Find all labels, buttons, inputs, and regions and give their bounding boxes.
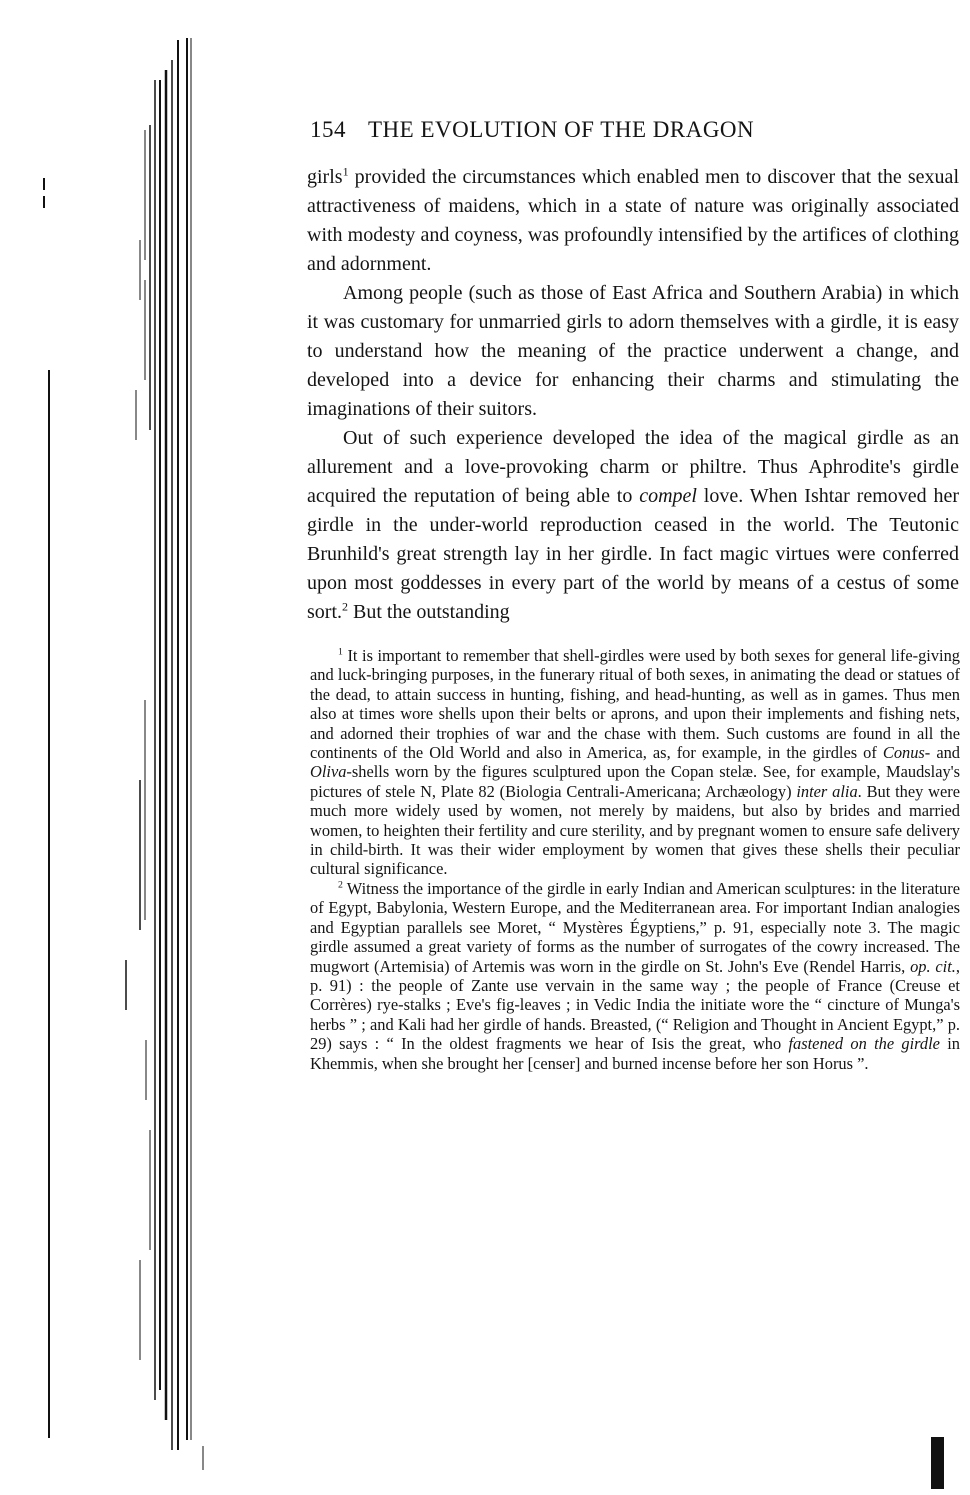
- paragraph-1: [307, 163, 959, 279]
- italic-fastened-girdle: fastened on the girdle: [788, 1034, 940, 1054]
- footnote-2-marker: 2: [338, 879, 343, 891]
- footnote-1: [310, 646, 960, 879]
- paragraph-3-end: But the outstanding: [348, 601, 510, 623]
- footnote-1-text-b: - and: [924, 743, 960, 763]
- italic-conus: Conus: [882, 743, 925, 763]
- italic-op-cit: op. cit.: [910, 956, 956, 976]
- footnote-1-text-c: -shells worn by the figures sculptured upon the Copan stelæ. See, for example, Maudslay's pictures of stele N, Plate 82 (Biologia Centrali-Americana; Archæology): [310, 762, 960, 801]
- scan-edge-mark: [931, 1437, 944, 1489]
- footnote-1-text-a: It is important to remember that shell-girdles were used by both sexes for general life-giving and luck-bringing purposes, in the funerary ritual of both sexes, in animating the dead or statues of the dead, to attain success in hunting, fishing, and head-hunting, as well as in games. Thus men also at times wore shells upon their belts or aprons, and upon their implements and fishing nets, and adorned their trophies of war and the chase with them. Such customs are found in all the continents of the Old World and also in America, as, for example, in the girdles of: [310, 646, 960, 763]
- footnotes: [310, 646, 960, 1073]
- footnote-2-text-a: Witness the importance of the girdle in early Indian and American sculptures: in the literature of Egypt, Babylonia, Western Europe, and the Mediterranean area. For important Indian analogies and Egyptian parallels see Moret, “ Mystères Égyptiens,” p. 91, especially note 3. The magic girdle assumed a great variety of forms as the number of surrogates of the cowry increased. The mugwort (Artemisia) of Artemis was worn in the girdle on St. John's Eve (Rendel Harris,: [310, 878, 960, 976]
- paragraph-3-middle: love. When Ishtar removed her girdle in the under-world reproduction ceased in the world. The Teutonic Brunhild's great strength lay in her girdle. In fact magic virtues were conferred upon most goddesses in every part of the world by means of a cestus of some sort.: [307, 485, 960, 623]
- footnote-ref-2[interactable]: 2: [342, 599, 348, 614]
- footnote-2-text-b: , p. 91) : the people of Zante use vervain in the same way ; the people of France (Creuse et Corrères) rye-stalks ; Eve's fig-leaves ; in Vedic India the initiate wore the “ cincture of Munga's herbs ” ; and Kali had her girdle of hands. Breasted, (“ Religion and Thought in Ancient Egypt,” p. 29) says : “ In the oldest fragments we hear of Isis the great, who: [310, 956, 960, 1054]
- paragraph-3: [307, 424, 959, 627]
- footnote-1-text-d: . But they were much more widely used by women, not merely by maidens, but also by brides and married women, to heighten their fertility and cure sterility, and by pregnant women to ensure safe delivery in child-birth. It was their wider employment by women that gives these shells their peculiar cultural significance.: [310, 781, 960, 879]
- paragraph-2: Among people (such as those of East Africa and Southern Arabia) in which it was customary for unmarried girls to adorn themselves with a girdle, it is easy to understand how the meaning of the practice underwent a change, and developed into a device for enhancing their charms and stimulating the imaginations of their suitors.: [307, 282, 959, 420]
- footnote-2-text-c: in Khemmis, when she brought her [censer] and burned incense before her son Horus ”.: [310, 1034, 960, 1073]
- paragraph-3-start: Out of such experience developed the idea of the magical girdle as an allurement and a love-provoking charm or philtre. Thus Aphrodite's girdle acquired the reputation of being able to: [307, 427, 959, 507]
- running-title: THE EVOLUTION OF THE DRAGON: [368, 117, 755, 142]
- italic-compel: compel: [639, 485, 697, 507]
- page-number: 154: [310, 117, 346, 142]
- scan-gutter-lines: [0, 0, 220, 1495]
- binding-gutter-artifact: [0, 0, 220, 1495]
- italic-inter-alia: inter alia: [796, 781, 858, 801]
- paragraph-1-rest: provided the circumstances which enabled men to discover that the sexual attractiveness of maidens, which in a state of nature was originally associated with modesty and coyness, was profoundly intensified by the artifices of clothing and adornment.: [307, 166, 959, 275]
- footnote-2: [310, 879, 960, 1073]
- footnote-ref-1[interactable]: 1: [342, 164, 349, 179]
- paragraph-1-start: girls: [307, 166, 343, 188]
- footnote-1-marker: 1: [338, 646, 343, 658]
- running-header: [310, 117, 960, 145]
- main-text: [307, 163, 959, 627]
- italic-oliva: Oliva: [310, 762, 347, 782]
